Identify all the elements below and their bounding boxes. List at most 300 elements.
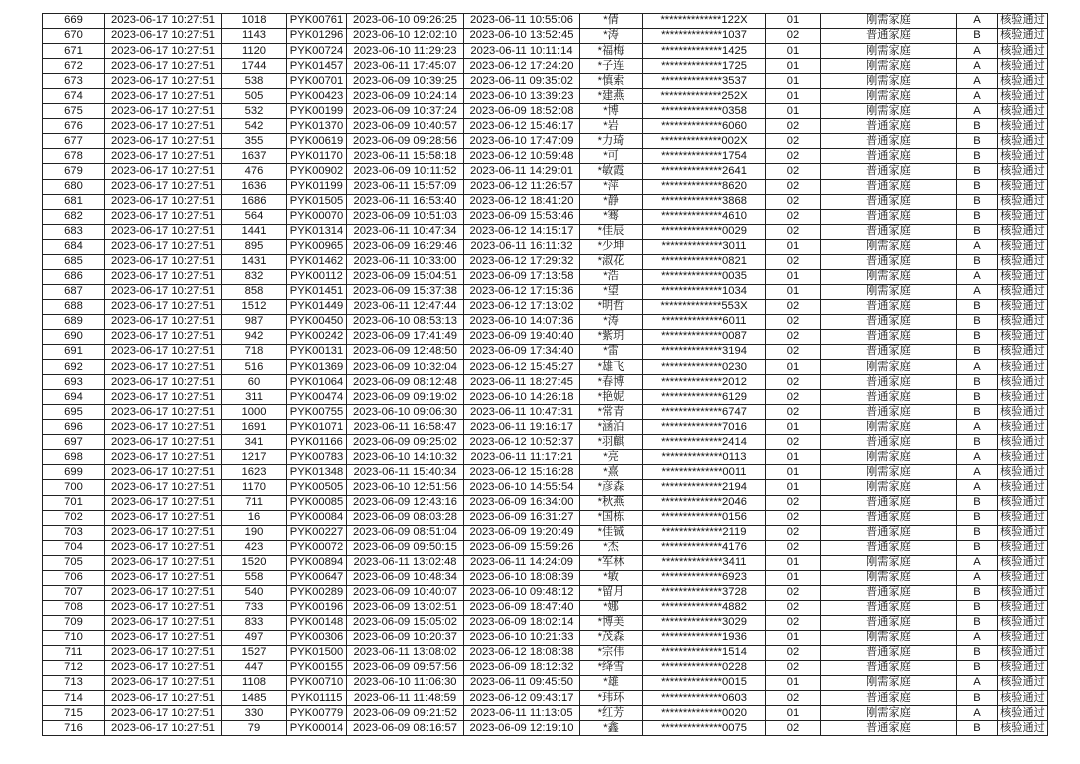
submit-time-cell: 2023-06-09 08:03:28	[347, 510, 464, 525]
table-row	[43, 525, 1048, 540]
verify-time-cell: 2023-06-12 10:52:37	[464, 435, 580, 450]
group-cell: B	[957, 119, 998, 134]
id-number-cell: **************0821	[643, 254, 766, 269]
verify-time-cell: 2023-06-12 17:13:02	[464, 299, 580, 314]
status-cell: 核验通过	[998, 630, 1048, 645]
applicant-name-cell: *熹	[580, 465, 643, 480]
sequence-cell: 1000	[222, 405, 287, 420]
application-id-cell: PYK00965	[287, 239, 347, 254]
table-row	[43, 29, 1048, 44]
family-type-cell: 刚需家庭	[821, 360, 957, 375]
lottery-time-cell: 2023-06-17 10:27:51	[105, 691, 222, 706]
group-cell: B	[957, 149, 998, 164]
status-cell: 核验通过	[998, 721, 1048, 736]
status-cell: 核验通过	[998, 540, 1048, 555]
category-code-cell: 01	[766, 570, 821, 585]
id-number-cell: **************1034	[643, 284, 766, 299]
id-number-cell: **************0075	[643, 721, 766, 736]
verify-time-cell: 2023-06-12 17:24:20	[464, 59, 580, 74]
verify-time-cell: 2023-06-12 15:16:28	[464, 465, 580, 480]
id-number-cell: **************2194	[643, 480, 766, 495]
applicant-name-cell: *亮	[580, 450, 643, 465]
status-cell: 核验通过	[998, 254, 1048, 269]
lottery-time-cell: 2023-06-17 10:27:51	[105, 254, 222, 269]
status-cell: 核验通过	[998, 405, 1048, 420]
family-type-cell: 普通家庭	[821, 390, 957, 405]
submit-time-cell: 2023-06-10 09:26:25	[347, 14, 464, 29]
family-type-cell: 普通家庭	[821, 405, 957, 420]
status-cell: 核验通过	[998, 555, 1048, 570]
table-row	[43, 254, 1048, 269]
family-type-cell: 普通家庭	[821, 329, 957, 344]
family-type-cell: 刚需家庭	[821, 420, 957, 435]
applicant-name-cell: *望	[580, 284, 643, 299]
lottery-time-cell: 2023-06-17 10:27:51	[105, 89, 222, 104]
submit-time-cell: 2023-06-09 09:21:52	[347, 706, 464, 721]
applicant-name-cell: *雄飞	[580, 360, 643, 375]
row-index-cell: 697	[43, 435, 105, 450]
id-number-cell: **************3194	[643, 345, 766, 360]
table-row	[43, 495, 1048, 510]
id-number-cell: **************553X	[643, 299, 766, 314]
family-type-cell: 刚需家庭	[821, 239, 957, 254]
group-cell: A	[957, 44, 998, 59]
submit-time-cell: 2023-06-10 11:06:30	[347, 676, 464, 691]
applicant-name-cell: *慎索	[580, 74, 643, 89]
id-number-cell: **************0020	[643, 706, 766, 721]
family-type-cell: 普通家庭	[821, 375, 957, 390]
category-code-cell: 01	[766, 480, 821, 495]
submit-time-cell: 2023-06-11 15:57:09	[347, 179, 464, 194]
status-cell: 核验通过	[998, 375, 1048, 390]
row-index-cell: 699	[43, 465, 105, 480]
lottery-time-cell: 2023-06-17 10:27:51	[105, 706, 222, 721]
id-number-cell: **************0358	[643, 104, 766, 119]
lottery-time-cell: 2023-06-17 10:27:51	[105, 420, 222, 435]
row-index-cell: 713	[43, 676, 105, 691]
id-number-cell: **************1936	[643, 630, 766, 645]
family-type-cell: 刚需家庭	[821, 555, 957, 570]
applicant-name-cell: *雄	[580, 676, 643, 691]
family-type-cell: 普通家庭	[821, 254, 957, 269]
group-cell: B	[957, 329, 998, 344]
group-cell: A	[957, 239, 998, 254]
sequence-cell: 355	[222, 134, 287, 149]
table-row	[43, 239, 1048, 254]
group-cell: B	[957, 435, 998, 450]
verify-time-cell: 2023-06-11 18:27:45	[464, 375, 580, 390]
family-type-cell: 普通家庭	[821, 345, 957, 360]
lottery-time-cell: 2023-06-17 10:27:51	[105, 510, 222, 525]
applicant-name-cell: *杰	[580, 540, 643, 555]
application-id-cell: PYK00450	[287, 314, 347, 329]
category-code-cell: 02	[766, 375, 821, 390]
id-number-cell: **************1514	[643, 645, 766, 660]
application-id-cell: PYK00761	[287, 14, 347, 29]
submit-time-cell: 2023-06-10 11:29:23	[347, 44, 464, 59]
row-index-cell: 693	[43, 375, 105, 390]
verify-time-cell: 2023-06-09 18:47:40	[464, 600, 580, 615]
verify-time-cell: 2023-06-11 19:16:17	[464, 420, 580, 435]
table-row	[43, 480, 1048, 495]
applicant-name-cell: *浩	[580, 269, 643, 284]
group-cell: A	[957, 465, 998, 480]
row-index-cell: 696	[43, 420, 105, 435]
application-id-cell: PYK01064	[287, 375, 347, 390]
lottery-time-cell: 2023-06-17 10:27:51	[105, 59, 222, 74]
table-row	[43, 435, 1048, 450]
row-index-cell: 715	[43, 706, 105, 721]
family-type-cell: 普通家庭	[821, 299, 957, 314]
status-cell: 核验通过	[998, 525, 1048, 540]
verify-time-cell: 2023-06-12 17:29:32	[464, 254, 580, 269]
sequence-cell: 60	[222, 375, 287, 390]
row-index-cell: 702	[43, 510, 105, 525]
sequence-cell: 1637	[222, 149, 287, 164]
application-id-cell: PYK00423	[287, 89, 347, 104]
category-code-cell: 02	[766, 254, 821, 269]
status-cell: 核验通过	[998, 14, 1048, 29]
id-number-cell: **************2414	[643, 435, 766, 450]
table-row	[43, 405, 1048, 420]
category-code-cell: 02	[766, 495, 821, 510]
group-cell: A	[957, 480, 998, 495]
category-code-cell: 02	[766, 164, 821, 179]
family-type-cell: 刚需家庭	[821, 465, 957, 480]
sequence-cell: 423	[222, 540, 287, 555]
lottery-time-cell: 2023-06-17 10:27:51	[105, 360, 222, 375]
row-index-cell: 680	[43, 179, 105, 194]
family-type-cell: 普通家庭	[821, 29, 957, 44]
sequence-cell: 1485	[222, 691, 287, 706]
group-cell: B	[957, 194, 998, 209]
submit-time-cell: 2023-06-11 16:53:40	[347, 194, 464, 209]
lottery-time-cell: 2023-06-17 10:27:51	[105, 44, 222, 59]
lottery-time-cell: 2023-06-17 10:27:51	[105, 194, 222, 209]
id-number-cell: **************1754	[643, 149, 766, 164]
group-cell: A	[957, 570, 998, 585]
table-row	[43, 284, 1048, 299]
id-number-cell: **************3537	[643, 74, 766, 89]
family-type-cell: 刚需家庭	[821, 269, 957, 284]
application-id-cell: PYK00112	[287, 269, 347, 284]
verify-time-cell: 2023-06-11 09:35:02	[464, 74, 580, 89]
submit-time-cell: 2023-06-09 12:48:50	[347, 345, 464, 360]
verify-time-cell: 2023-06-11 11:17:21	[464, 450, 580, 465]
category-code-cell: 01	[766, 284, 821, 299]
status-cell: 核验通过	[998, 691, 1048, 706]
application-id-cell: PYK00131	[287, 345, 347, 360]
lottery-time-cell: 2023-06-17 10:27:51	[105, 375, 222, 390]
verify-time-cell: 2023-06-11 16:11:32	[464, 239, 580, 254]
submit-time-cell: 2023-06-10 08:53:13	[347, 314, 464, 329]
id-number-cell: **************3868	[643, 194, 766, 209]
category-code-cell: 02	[766, 119, 821, 134]
group-cell: B	[957, 615, 998, 630]
family-type-cell: 普通家庭	[821, 585, 957, 600]
id-number-cell: **************0230	[643, 360, 766, 375]
table-row	[43, 721, 1048, 736]
submit-time-cell: 2023-06-09 09:25:02	[347, 435, 464, 450]
family-type-cell: 普通家庭	[821, 224, 957, 239]
status-cell: 核验通过	[998, 134, 1048, 149]
table-row	[43, 510, 1048, 525]
group-cell: B	[957, 224, 998, 239]
submit-time-cell: 2023-06-09 09:19:02	[347, 390, 464, 405]
table-row	[43, 269, 1048, 284]
group-cell: B	[957, 254, 998, 269]
sequence-cell: 858	[222, 284, 287, 299]
table-row	[43, 570, 1048, 585]
lottery-time-cell: 2023-06-17 10:27:51	[105, 149, 222, 164]
status-cell: 核验通过	[998, 269, 1048, 284]
sequence-cell: 711	[222, 495, 287, 510]
applicant-name-cell: *红芳	[580, 706, 643, 721]
group-cell: B	[957, 375, 998, 390]
verify-time-cell: 2023-06-12 18:08:38	[464, 645, 580, 660]
row-index-cell: 714	[43, 691, 105, 706]
application-id-cell: PYK01348	[287, 465, 347, 480]
sequence-cell: 1441	[222, 224, 287, 239]
applicant-name-cell: *萍	[580, 179, 643, 194]
row-index-cell: 672	[43, 59, 105, 74]
submit-time-cell: 2023-06-10 12:51:56	[347, 480, 464, 495]
category-code-cell: 02	[766, 645, 821, 660]
table-row	[43, 14, 1048, 29]
applicant-name-cell: *艳妮	[580, 390, 643, 405]
lottery-time-cell: 2023-06-17 10:27:51	[105, 314, 222, 329]
submit-time-cell: 2023-06-11 12:47:44	[347, 299, 464, 314]
submit-time-cell: 2023-06-11 11:48:59	[347, 691, 464, 706]
lottery-time-cell: 2023-06-17 10:27:51	[105, 104, 222, 119]
applicant-name-cell: *军林	[580, 555, 643, 570]
family-type-cell: 普通家庭	[821, 645, 957, 660]
table-row	[43, 585, 1048, 600]
status-cell: 核验通过	[998, 615, 1048, 630]
application-id-cell: PYK01296	[287, 29, 347, 44]
application-id-cell: PYK00894	[287, 555, 347, 570]
group-cell: A	[957, 284, 998, 299]
category-code-cell: 01	[766, 44, 821, 59]
family-type-cell: 刚需家庭	[821, 44, 957, 59]
verify-time-cell: 2023-06-11 14:29:01	[464, 164, 580, 179]
submit-time-cell: 2023-06-11 17:45:07	[347, 59, 464, 74]
id-number-cell: **************002X	[643, 134, 766, 149]
family-type-cell: 普通家庭	[821, 495, 957, 510]
category-code-cell: 02	[766, 600, 821, 615]
family-type-cell: 普通家庭	[821, 721, 957, 736]
category-code-cell: 02	[766, 661, 821, 676]
id-number-cell: **************0087	[643, 329, 766, 344]
submit-time-cell: 2023-06-11 15:40:34	[347, 465, 464, 480]
group-cell: A	[957, 104, 998, 119]
group-cell: A	[957, 360, 998, 375]
application-id-cell: PYK00070	[287, 209, 347, 224]
group-cell: A	[957, 555, 998, 570]
table-row	[43, 74, 1048, 89]
sequence-cell: 190	[222, 525, 287, 540]
category-code-cell: 01	[766, 630, 821, 645]
verify-time-cell: 2023-06-09 15:59:26	[464, 540, 580, 555]
id-number-cell: **************122X	[643, 14, 766, 29]
id-number-cell: **************3728	[643, 585, 766, 600]
row-index-cell: 709	[43, 615, 105, 630]
submit-time-cell: 2023-06-09 15:04:51	[347, 269, 464, 284]
sequence-cell: 538	[222, 74, 287, 89]
applicant-name-cell: *可	[580, 149, 643, 164]
applicant-name-cell: *秋燕	[580, 495, 643, 510]
submit-time-cell: 2023-06-09 10:24:14	[347, 89, 464, 104]
sequence-cell: 341	[222, 435, 287, 450]
group-cell: B	[957, 164, 998, 179]
group-cell: B	[957, 314, 998, 329]
application-id-cell: PYK01170	[287, 149, 347, 164]
lottery-time-cell: 2023-06-17 10:27:51	[105, 676, 222, 691]
group-cell: B	[957, 390, 998, 405]
submit-time-cell: 2023-06-09 10:39:25	[347, 74, 464, 89]
category-code-cell: 02	[766, 435, 821, 450]
applicant-name-cell: *绛雪	[580, 661, 643, 676]
id-number-cell: **************8620	[643, 179, 766, 194]
id-number-cell: **************0029	[643, 224, 766, 239]
verify-time-cell: 2023-06-10 13:39:23	[464, 89, 580, 104]
verify-time-cell: 2023-06-11 10:55:06	[464, 14, 580, 29]
application-id-cell: PYK00155	[287, 661, 347, 676]
row-index-cell: 705	[43, 555, 105, 570]
status-cell: 核验通过	[998, 164, 1048, 179]
group-cell: B	[957, 600, 998, 615]
group-cell: B	[957, 345, 998, 360]
applicant-name-cell: *涵泊	[580, 420, 643, 435]
row-index-cell: 673	[43, 74, 105, 89]
lottery-time-cell: 2023-06-17 10:27:51	[105, 29, 222, 44]
group-cell: B	[957, 645, 998, 660]
category-code-cell: 02	[766, 299, 821, 314]
application-id-cell: PYK00779	[287, 706, 347, 721]
category-code-cell: 02	[766, 585, 821, 600]
status-cell: 核验通过	[998, 585, 1048, 600]
lottery-time-cell: 2023-06-17 10:27:51	[105, 134, 222, 149]
id-number-cell: **************0156	[643, 510, 766, 525]
id-number-cell: **************0015	[643, 676, 766, 691]
group-cell: A	[957, 14, 998, 29]
status-cell: 核验通过	[998, 600, 1048, 615]
group-cell: B	[957, 691, 998, 706]
lottery-time-cell: 2023-06-17 10:27:51	[105, 450, 222, 465]
applicant-name-cell: *倩	[580, 14, 643, 29]
row-index-cell: 710	[43, 630, 105, 645]
row-index-cell: 686	[43, 269, 105, 284]
id-number-cell: **************2046	[643, 495, 766, 510]
verify-time-cell: 2023-06-10 18:08:39	[464, 570, 580, 585]
row-index-cell: 670	[43, 29, 105, 44]
submit-time-cell: 2023-06-09 08:51:04	[347, 525, 464, 540]
sequence-cell: 505	[222, 89, 287, 104]
applicant-name-cell: *敏	[580, 570, 643, 585]
status-cell: 核验通过	[998, 74, 1048, 89]
id-number-cell: **************0011	[643, 465, 766, 480]
family-type-cell: 普通家庭	[821, 600, 957, 615]
sequence-cell: 16	[222, 510, 287, 525]
verify-time-cell: 2023-06-10 09:48:12	[464, 585, 580, 600]
group-cell: A	[957, 59, 998, 74]
row-index-cell: 675	[43, 104, 105, 119]
family-type-cell: 普通家庭	[821, 194, 957, 209]
family-type-cell: 普通家庭	[821, 525, 957, 540]
lottery-time-cell: 2023-06-17 10:27:51	[105, 525, 222, 540]
category-code-cell: 01	[766, 59, 821, 74]
status-cell: 核验通过	[998, 224, 1048, 239]
group-cell: A	[957, 89, 998, 104]
applicant-name-cell: *常青	[580, 405, 643, 420]
applicant-name-cell: *少坤	[580, 239, 643, 254]
submit-time-cell: 2023-06-09 09:28:56	[347, 134, 464, 149]
lottery-time-cell: 2023-06-17 10:27:51	[105, 329, 222, 344]
family-type-cell: 刚需家庭	[821, 450, 957, 465]
application-id-cell: PYK00755	[287, 405, 347, 420]
application-id-cell: PYK00306	[287, 630, 347, 645]
category-code-cell: 01	[766, 269, 821, 284]
submit-time-cell: 2023-06-09 13:02:51	[347, 600, 464, 615]
table-row	[43, 691, 1048, 706]
id-number-cell: **************4176	[643, 540, 766, 555]
lottery-time-cell: 2023-06-17 10:27:51	[105, 555, 222, 570]
verify-time-cell: 2023-06-09 16:34:00	[464, 495, 580, 510]
application-id-cell: PYK01462	[287, 254, 347, 269]
id-number-cell: **************0228	[643, 661, 766, 676]
category-code-cell: 02	[766, 314, 821, 329]
verify-time-cell: 2023-06-09 17:13:58	[464, 269, 580, 284]
applicant-name-cell: *佳辰	[580, 224, 643, 239]
category-code-cell: 01	[766, 239, 821, 254]
applicant-name-cell: *博美	[580, 615, 643, 630]
row-index-cell: 695	[43, 405, 105, 420]
lottery-time-cell: 2023-06-17 10:27:51	[105, 630, 222, 645]
row-index-cell: 677	[43, 134, 105, 149]
family-type-cell: 刚需家庭	[821, 630, 957, 645]
applicant-name-cell: *留月	[580, 585, 643, 600]
verify-time-cell: 2023-06-10 14:55:54	[464, 480, 580, 495]
verify-time-cell: 2023-06-09 15:53:46	[464, 209, 580, 224]
category-code-cell: 01	[766, 450, 821, 465]
lottery-time-cell: 2023-06-17 10:27:51	[105, 390, 222, 405]
application-id-cell: PYK00619	[287, 134, 347, 149]
submit-time-cell: 2023-06-09 10:40:57	[347, 119, 464, 134]
application-id-cell: PYK00505	[287, 480, 347, 495]
row-index-cell: 678	[43, 149, 105, 164]
table-row	[43, 314, 1048, 329]
category-code-cell: 01	[766, 676, 821, 691]
status-cell: 核验通过	[998, 284, 1048, 299]
row-index-cell: 681	[43, 194, 105, 209]
table-row	[43, 375, 1048, 390]
application-id-cell: PYK01370	[287, 119, 347, 134]
category-code-cell: 01	[766, 555, 821, 570]
submit-time-cell: 2023-06-09 17:41:49	[347, 329, 464, 344]
sequence-cell: 558	[222, 570, 287, 585]
applicant-name-cell: *涛	[580, 29, 643, 44]
status-cell: 核验通过	[998, 44, 1048, 59]
verify-time-cell: 2023-06-09 16:31:27	[464, 510, 580, 525]
lottery-time-cell: 2023-06-17 10:27:51	[105, 405, 222, 420]
status-cell: 核验通过	[998, 435, 1048, 450]
family-type-cell: 普通家庭	[821, 179, 957, 194]
group-cell: B	[957, 209, 998, 224]
lottery-time-cell: 2023-06-17 10:27:51	[105, 585, 222, 600]
table-row	[43, 661, 1048, 676]
row-index-cell: 706	[43, 570, 105, 585]
table-row	[43, 299, 1048, 314]
